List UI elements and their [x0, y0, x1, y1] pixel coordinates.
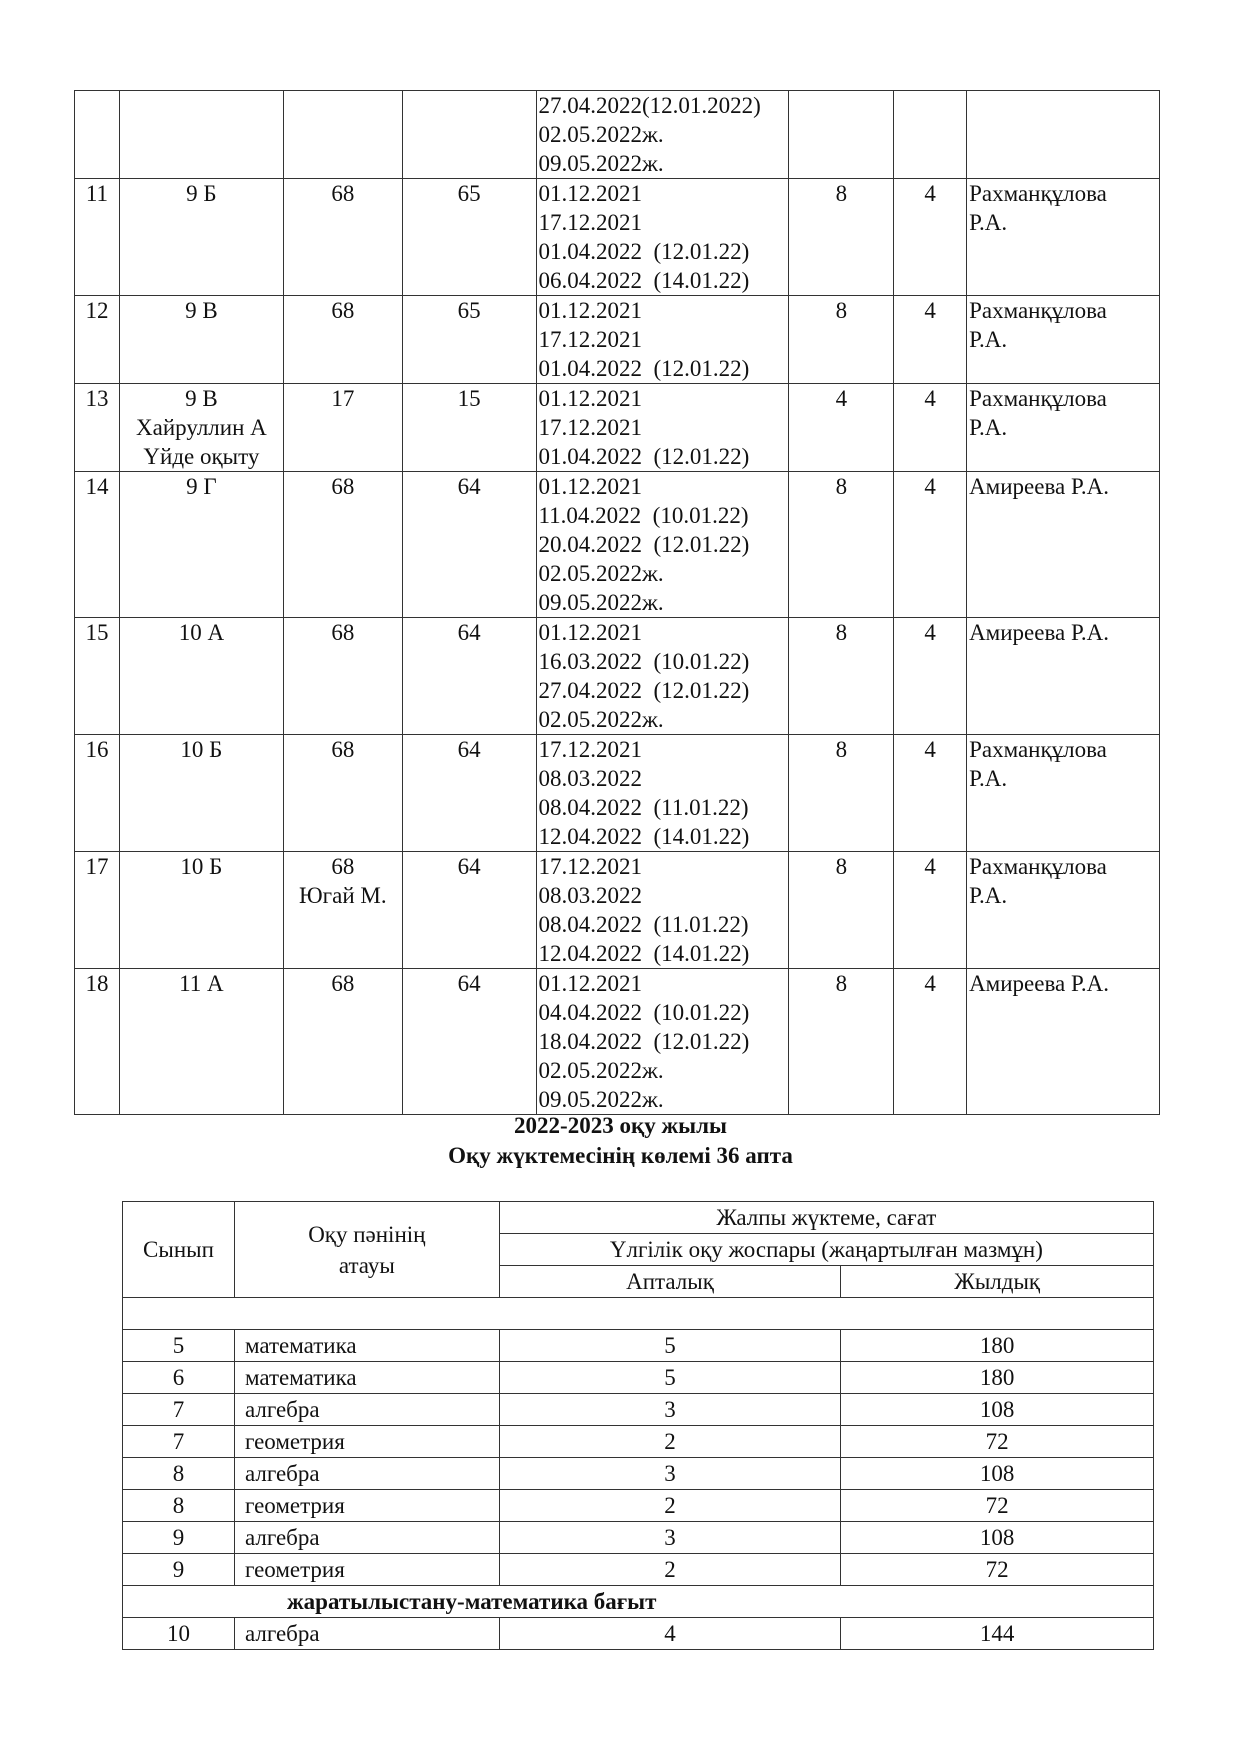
table-row	[123, 1362, 1154, 1394]
table-row	[123, 1618, 1154, 1650]
class-name	[119, 91, 283, 179]
table-row	[123, 1522, 1154, 1554]
teacher-name: Рахманқұлова Р.А.	[967, 735, 1160, 852]
dates: 01.12.2021 16.03.2022 (10.01.22) 27.04.2022 (12.01.22) 02.05.2022ж.	[536, 618, 789, 735]
table-row	[123, 1394, 1154, 1426]
weekly-cell: 2	[499, 1426, 841, 1458]
table-row	[75, 472, 1160, 618]
yearly-cell: 144	[841, 1618, 1154, 1650]
row-number: 15	[75, 618, 120, 735]
teacher-name: Рахманқұлова Р.А.	[967, 296, 1160, 384]
yearly-cell: 180	[841, 1330, 1154, 1362]
yearly-cell: 72	[841, 1426, 1154, 1458]
count-4: 4	[894, 179, 967, 296]
table-row	[123, 1426, 1154, 1458]
class-name: 9 В Хайруллин А Үйде оқыту	[119, 384, 283, 472]
class-name: 10 Б	[119, 735, 283, 852]
teacher-name: Рахманқұлова Р.А.	[967, 179, 1160, 296]
planned-hours: 68	[283, 179, 402, 296]
dates: 17.12.2021 08.03.2022 08.04.2022 (11.01.22) 12.04.2022 (14.01.22)	[536, 735, 789, 852]
table-row	[75, 296, 1160, 384]
header-yearly: Жылдық	[841, 1266, 1154, 1298]
weekly-count: 8	[789, 618, 894, 735]
dates: 01.12.2021 17.12.2021 01.04.2022 (12.01.22)	[536, 296, 789, 384]
teacher-name: Амиреева Р.А.	[967, 969, 1160, 1115]
weekly-count: 8	[789, 296, 894, 384]
actual-hours: 64	[402, 618, 536, 735]
row-number: 18	[75, 969, 120, 1115]
actual-hours: 65	[402, 296, 536, 384]
subject-cell: алгебра	[234, 1458, 499, 1490]
class-cell: 10	[123, 1618, 235, 1650]
table-row	[75, 384, 1160, 472]
yearly-cell: 180	[841, 1362, 1154, 1394]
dates: 01.12.2021 17.12.2021 01.04.2022 (12.01.22) 06.04.2022 (14.01.22)	[536, 179, 789, 296]
planned-hours: 68 Югай М.	[283, 852, 402, 969]
table-row	[123, 1554, 1154, 1586]
actual-hours: 65	[402, 179, 536, 296]
count-4: 4	[894, 852, 967, 969]
row-number: 16	[75, 735, 120, 852]
weekly-cell: 2	[499, 1554, 841, 1586]
teacher-name	[967, 91, 1160, 179]
class-cell: 8	[123, 1458, 235, 1490]
planned-hours: 68	[283, 472, 402, 618]
yearly-cell: 72	[841, 1490, 1154, 1522]
subject-cell: алгебра	[234, 1618, 499, 1650]
table-row	[75, 852, 1160, 969]
class-name: 10 А	[119, 618, 283, 735]
count-4: 4	[894, 472, 967, 618]
planned-hours: 17	[283, 384, 402, 472]
dates: 27.04.2022(12.01.2022) 02.05.2022ж. 09.05.2022ж.	[536, 91, 789, 179]
weekly-count	[789, 91, 894, 179]
actual-hours: 15	[402, 384, 536, 472]
class-name: 9 Г	[119, 472, 283, 618]
row-number: 17	[75, 852, 120, 969]
actual-hours: 64	[402, 969, 536, 1115]
table-row	[75, 91, 1160, 179]
weekly-cell: 3	[499, 1458, 841, 1490]
weekly-count: 4	[789, 384, 894, 472]
row-number: 14	[75, 472, 120, 618]
actual-hours: 64	[402, 735, 536, 852]
planned-hours: 68	[283, 618, 402, 735]
weekly-cell: 3	[499, 1394, 841, 1426]
dates: 01.12.2021 17.12.2021 01.04.2022 (12.01.22)	[536, 384, 789, 472]
year-heading: 2022-2023 оқу жылы	[514, 1113, 727, 1138]
count-4: 4	[894, 969, 967, 1115]
header-subject: Оқу пәнінің атауы	[234, 1202, 499, 1298]
planned-hours: 68	[283, 735, 402, 852]
table-row	[75, 969, 1160, 1115]
class-cell: 9	[123, 1554, 235, 1586]
actual-hours: 64	[402, 852, 536, 969]
count-4: 4	[894, 618, 967, 735]
class-cell: 9	[123, 1522, 235, 1554]
dates: 01.12.2021 04.04.2022 (10.01.22) 18.04.2022 (12.01.22) 02.05.2022ж. 09.05.2022ж.	[536, 969, 789, 1115]
header-total-load: Жалпы жүктеме, сағат	[499, 1202, 1153, 1234]
row-number: 13	[75, 384, 120, 472]
class-cell: 8	[123, 1490, 235, 1522]
weekly-cell: 4	[499, 1618, 841, 1650]
dates: 17.12.2021 08.03.2022 08.04.2022 (11.01.22) 12.04.2022 (14.01.22)	[536, 852, 789, 969]
class-name: 9 Б	[119, 179, 283, 296]
class-cell: 7	[123, 1394, 235, 1426]
count-4: 4	[894, 296, 967, 384]
header-class: Сынып	[123, 1202, 235, 1298]
yearly-cell: 72	[841, 1554, 1154, 1586]
teacher-name: Рахманқұлова Р.А.	[967, 384, 1160, 472]
blank-row	[123, 1298, 1154, 1330]
volume-heading: Оқу жүктемесінің көлемі 36 апта	[448, 1143, 793, 1168]
teacher-name: Амиреева Р.А.	[967, 618, 1160, 735]
table-row	[123, 1490, 1154, 1522]
workload-table	[122, 1201, 1154, 1650]
table-row	[75, 618, 1160, 735]
count-4: 4	[894, 384, 967, 472]
weekly-count: 8	[789, 735, 894, 852]
teacher-name: Амиреева Р.А.	[967, 472, 1160, 618]
weekly-cell: 5	[499, 1362, 841, 1394]
actual-hours: 64	[402, 472, 536, 618]
class-cell: 7	[123, 1426, 235, 1458]
schedule-table	[74, 90, 1160, 1115]
table-row	[123, 1330, 1154, 1362]
planned-hours: 68	[283, 296, 402, 384]
planned-hours	[283, 91, 402, 179]
row-number: 11	[75, 179, 120, 296]
subject-cell: геометрия	[234, 1490, 499, 1522]
class-name: 10 Б	[119, 852, 283, 969]
planned-hours: 68	[283, 969, 402, 1115]
table-row	[75, 179, 1160, 296]
subject-cell: геометрия	[234, 1554, 499, 1586]
subject-cell: геометрия	[234, 1426, 499, 1458]
weekly-count: 8	[789, 472, 894, 618]
table-row	[123, 1458, 1154, 1490]
header-plan: Үлгілік оқу жоспары (жаңартылған мазмұн)	[499, 1234, 1153, 1266]
row-number	[75, 91, 120, 179]
weekly-cell: 5	[499, 1330, 841, 1362]
row-number: 12	[75, 296, 120, 384]
subject-cell: алгебра	[234, 1522, 499, 1554]
class-cell: 6	[123, 1362, 235, 1394]
class-name: 11 А	[119, 969, 283, 1115]
weekly-count: 8	[789, 969, 894, 1115]
table-row	[75, 735, 1160, 852]
yearly-cell: 108	[841, 1458, 1154, 1490]
weekly-count: 8	[789, 852, 894, 969]
weekly-cell: 2	[499, 1490, 841, 1522]
header-weekly: Апталық	[499, 1266, 841, 1298]
class-name: 9 В	[119, 296, 283, 384]
dates: 01.12.2021 11.04.2022 (10.01.22) 20.04.2022 (12.01.22) 02.05.2022ж. 09.05.2022ж.	[536, 472, 789, 618]
subject-cell: математика	[234, 1330, 499, 1362]
weekly-count: 8	[789, 179, 894, 296]
count-4	[894, 91, 967, 179]
section-title: жаратылыстану-математика бағыт	[123, 1586, 1154, 1618]
weekly-cell: 3	[499, 1522, 841, 1554]
subject-cell: математика	[234, 1362, 499, 1394]
yearly-cell: 108	[841, 1394, 1154, 1426]
class-cell: 5	[123, 1330, 235, 1362]
actual-hours	[402, 91, 536, 179]
subject-cell: алгебра	[234, 1394, 499, 1426]
teacher-name: Рахманқұлова Р.А.	[967, 852, 1160, 969]
yearly-cell: 108	[841, 1522, 1154, 1554]
count-4: 4	[894, 735, 967, 852]
section-row	[123, 1586, 1154, 1618]
